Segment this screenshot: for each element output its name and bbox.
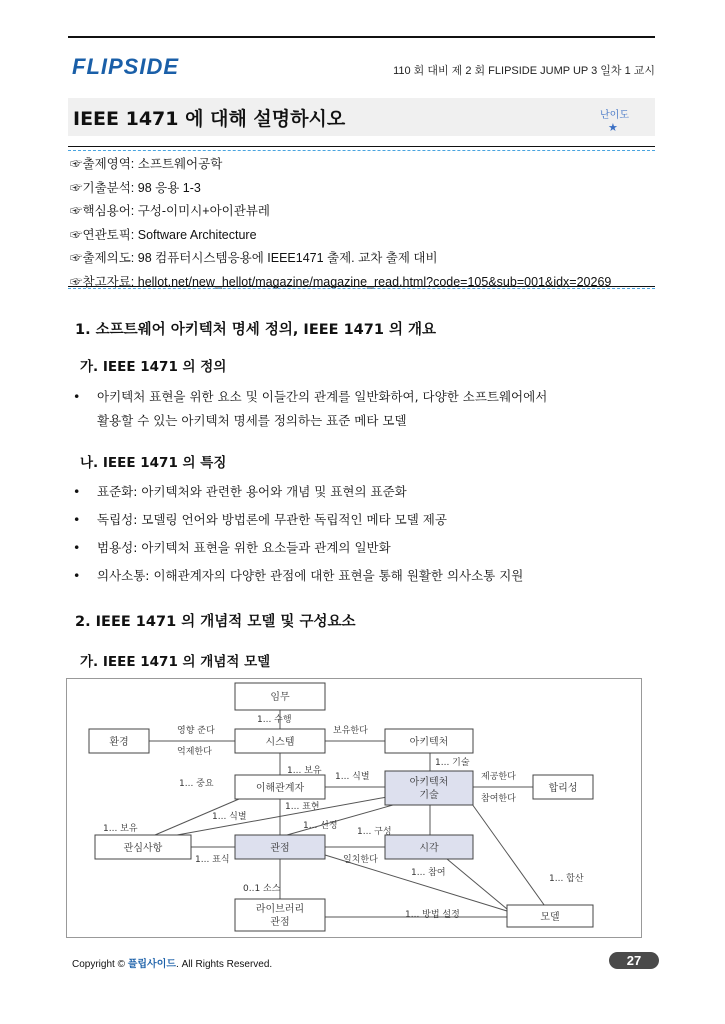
footer-brand: 플립사이드 (127, 959, 177, 970)
box-viewpoint: 관점 (270, 843, 290, 854)
definition-line-2: 활용할 수 있는 아키텍처 명세를 정의하는 표준 메타 모델 (97, 413, 407, 428)
footer-rights: . All Rights Reserved. (176, 959, 273, 970)
label-identifies-2: 1... 식별 (212, 812, 247, 822)
box-mission: 임무 (270, 692, 290, 703)
box-library-2: 관점 (270, 917, 290, 928)
feature-list (73, 480, 524, 588)
label-important-to: 1... 중요 (179, 779, 214, 789)
label-conforms: 일치한다 (343, 855, 378, 865)
header-rule (68, 36, 655, 38)
label-inhabits: 억제한다 (177, 747, 212, 757)
label-expresses: 1... 표현 (285, 802, 320, 812)
box-system: 시스템 (265, 737, 295, 748)
page-number: 27 (609, 952, 659, 969)
section-2-heading: 2. IEEE 1471 의 개념적 모델 및 구성요소 (75, 614, 356, 630)
label-provides: 제공한다 (481, 772, 516, 782)
label-fulfills: 1... 수행 (257, 715, 292, 725)
box-rationale: 합리성 (548, 783, 578, 794)
label-described-by: 1... 기술 (435, 758, 470, 768)
info-dash-top (68, 150, 655, 151)
page-title: IEEE 1471 에 대해 설명하시오 (73, 108, 346, 130)
definition-bullet: • 아키텍처 표현을 위한 요소 및 이들간의 관계를 일반화하여, 다양한 소프트웨어에서 활용할 수 있는 아키텍처 명세를 정의하는 표준 메타 모델 (97, 385, 547, 433)
footer-copyright: Copyright © (72, 959, 125, 970)
box-concern: 관심사항 (123, 843, 163, 854)
box-library: 라이브러리 (255, 904, 305, 915)
box-model: 모델 (540, 912, 560, 923)
box-arch-desc: 아키텍처 (409, 777, 449, 788)
title-divider (68, 146, 655, 147)
info-area: ☞출제영역: 소프트웨어공학 (70, 157, 223, 171)
section-2a-heading: 가. IEEE 1471 의 개념적 모델 (80, 654, 271, 670)
label-selects: 1... 선정 (303, 821, 338, 831)
label-has-arch: 보유한다 (333, 726, 368, 736)
difficulty-label: 난이도 (600, 110, 629, 121)
info-divider (68, 286, 655, 287)
section-1b-heading: 나. IEEE 1471 의 특징 (80, 455, 227, 471)
label-participates-in: 1... 참여 (411, 868, 446, 878)
box-architecture: 아키텍처 (409, 737, 449, 748)
info-related: ☞연관토픽: Software Architecture (70, 227, 257, 242)
label-organized-by: 1... 구성 (357, 827, 392, 837)
label-aggregates: 1... 합산 (549, 874, 584, 884)
info-dash-bottom (68, 288, 655, 289)
label-has-concern: 1... 보유 (103, 824, 138, 834)
label-has: 1... 보유 (287, 766, 322, 776)
list-item: • 의사소통: 이해관계자의 다양한 관점에 대한 표현을 통해 원활한 의사소통 지원 (73, 568, 524, 583)
box-view: 시각 (419, 843, 439, 854)
section-1-heading: 1. 소프트웨어 아키텍처 명세 정의, IEEE 1471 의 개요 (75, 322, 437, 338)
info-history: ☞기출분석: 98 응용 1-3 (70, 180, 201, 195)
box-environment: 환경 (109, 737, 129, 748)
label-influences: 영향 준다 (177, 726, 215, 736)
section-1a-heading: 가. IEEE 1471 의 정의 (80, 359, 227, 375)
info-intent: ☞출제의도: 98 컴퓨터시스템응용에 IEEE1471 출제. 교차 출제 대비 (70, 251, 438, 265)
label-identifies-1: 1... 식별 (335, 772, 370, 782)
label-used-to-cover: 1... 표식 (195, 855, 230, 865)
ieee1471-conceptual-model-diagram (66, 678, 642, 938)
label-establishes: 1... 방법 설정 (405, 910, 460, 920)
list-item: • 표준화: 아키텍처와 관련한 용어와 개념 및 표현의 표준화 (73, 484, 407, 499)
info-block (70, 153, 611, 294)
definition-line-1: 아키텍처 표현을 위한 요소 및 이들간의 관계를 일반화하여, 다양한 소프트웨어에서 (97, 389, 548, 404)
info-keywords: ☞핵심용어: 구성-이미시+아이관뷰레 (70, 204, 270, 218)
difficulty-star-icon: ★ (608, 121, 618, 134)
list-item: • 독립성: 모델링 언어와 방법론에 무관한 독립적인 메타 모델 제공 (73, 512, 447, 527)
info-reference: ☞참고자료: hellot.net/new_hellot/magazine/magazine_read.html?code=105&sub=001&idx=20269 (70, 274, 612, 289)
header-text: 110 회 대비 제 2 회 FLIPSIDE JUMP UP 3 일차 1 교시 (393, 65, 655, 77)
list-item: • 범용성: 아키텍처 표현을 위한 요소들과 관계의 일반화 (73, 540, 391, 555)
box-stakeholder: 이해관계자 (255, 783, 305, 794)
label-participates: 참여한다 (481, 794, 516, 804)
footer (72, 955, 272, 970)
box-arch-desc-2: 기술 (419, 790, 439, 801)
label-has-source: 0..1 소스 (243, 884, 281, 894)
flipside-logo: FLIPSIDE (72, 54, 180, 79)
